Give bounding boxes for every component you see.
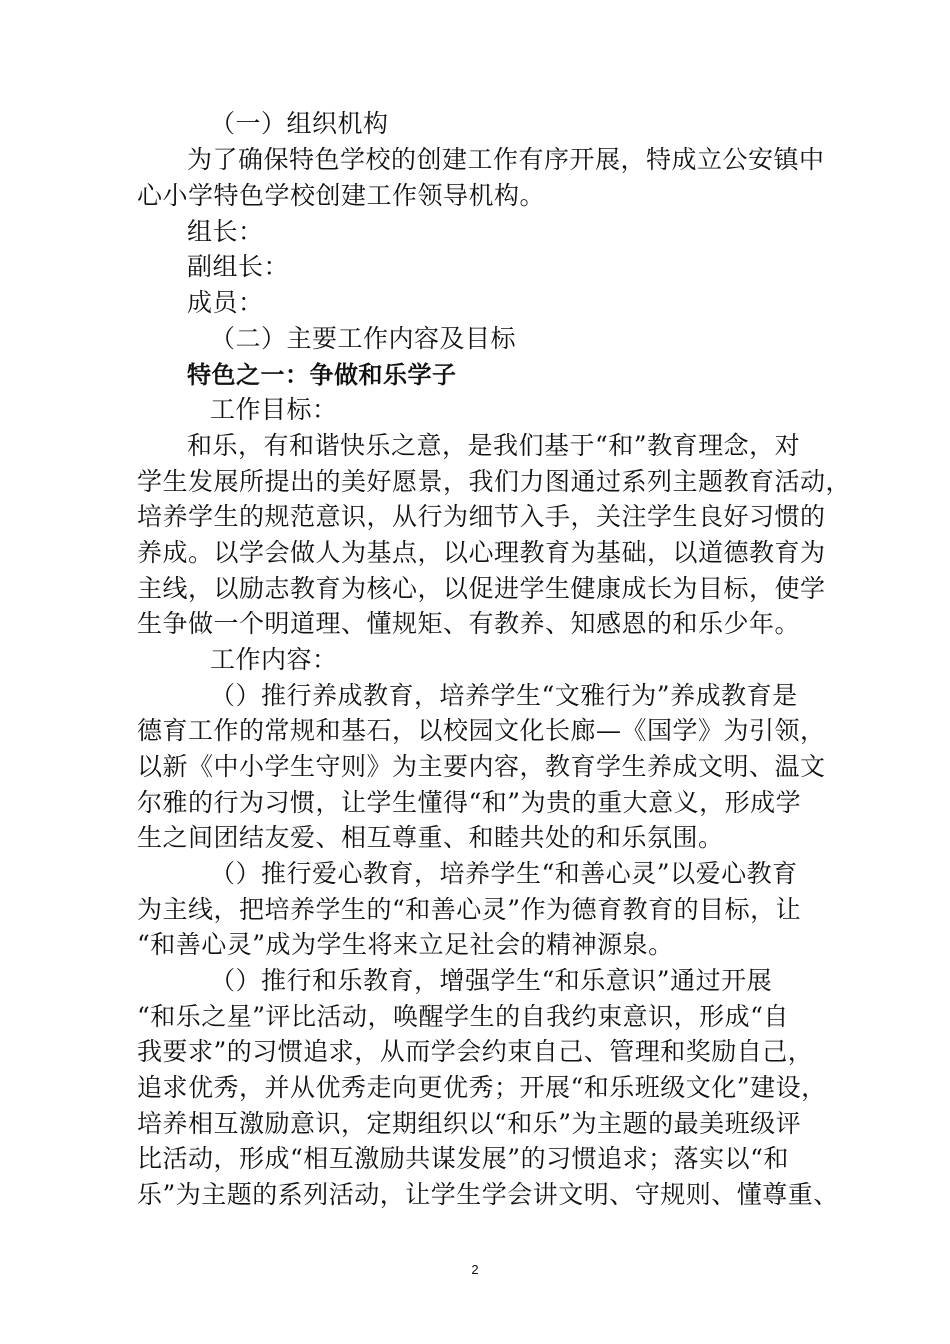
paragraph-line: 为了确保特色学校的创建工作有序开展，特成立公安镇中 bbox=[187, 145, 825, 174]
paragraph-line: 为主线，把培养学生的“和善心灵”作为德育教育的目标，让 bbox=[137, 895, 802, 924]
paragraph-line: 和乐，有和谐快乐之意，是我们基于“和”教育理念，对 bbox=[187, 431, 801, 460]
paragraph-line: 比活动，形成“相互激励共谋发展”的习惯追求；落实以“和 bbox=[137, 1144, 789, 1173]
section-heading-main-work: （二）主要工作内容及目标 bbox=[210, 324, 517, 353]
work-content-label: 工作内容： bbox=[210, 645, 338, 674]
group-leader-label: 组长： bbox=[187, 217, 264, 246]
paragraph-line: 追求优秀，并从优秀走向更优秀；开展“和乐班级文化”建设， bbox=[137, 1073, 827, 1102]
paragraph-line: 我要求”的习惯追求，从而学会约束自己、管理和奖励自己， bbox=[137, 1037, 814, 1066]
deputy-leader-label: 副组长： bbox=[187, 252, 290, 281]
paragraph-line: 心小学特色学校创建工作领导机构。 bbox=[137, 181, 546, 210]
paragraph-line: （）推行和乐教育，增强学生“和乐意识”通过开展 bbox=[210, 966, 773, 995]
paragraph-line: （）推行养成教育，培养学生“文雅行为”养成教育是 bbox=[210, 681, 798, 710]
paragraph-line: 乐”为主题的系列活动，让学生学会讲文明、守规则、懂尊重、 bbox=[137, 1180, 839, 1209]
members-label: 成员： bbox=[187, 288, 264, 317]
section-heading-organization: （一）组织机构 bbox=[210, 109, 389, 138]
paragraph-line: “和善心灵”成为学生将来立足社会的精神源泉。 bbox=[137, 930, 674, 959]
paragraph-line: 学生发展所提出的美好愿景，我们力图通过系列主题教育活动， bbox=[137, 467, 852, 496]
feature-heading: 特色之一：争做和乐学子 bbox=[187, 361, 457, 389]
paragraph-line: “和乐之星”评比活动，唤醒学生的自我约束意识，形成“自 bbox=[137, 1002, 789, 1031]
paragraph-line: 养成。以学会做人为基点，以心理教育为基础，以道德教育为 bbox=[137, 538, 826, 567]
paragraph-line: 主线，以励志教育为核心，以促进学生健康成长为目标，使学 bbox=[137, 574, 826, 603]
paragraph-line: 以新《中小学生守则》为主要内容，教育学生养成文明、温文 bbox=[137, 752, 826, 781]
paragraph-line: 德育工作的常规和基石，以校园文化长廊—《国学》为引领， bbox=[137, 716, 826, 745]
work-goals-label: 工作目标： bbox=[210, 395, 338, 424]
page-number: 2 bbox=[471, 1262, 479, 1277]
paragraph-line: 尔雅的行为习惯，让学生懂得“和”为贵的重大意义，形成学 bbox=[137, 788, 802, 817]
paragraph-line: 培养学生的规范意识，从行为细节入手，关注学生良好习惯的 bbox=[137, 502, 826, 531]
paragraph-line: 培养相互激励意识，定期组织以“和乐”为主题的最美班级评 bbox=[137, 1109, 802, 1138]
paragraph-line: 生之间团结友爱、相互尊重、和睦共处的和乐氛围。 bbox=[137, 823, 724, 852]
paragraph-line: 生争做一个明道理、懂规矩、有教养、知感恩的和乐少年。 bbox=[137, 609, 801, 638]
paragraph-line: （）推行爱心教育，培养学生“和善心灵”以爱心教育 bbox=[210, 859, 798, 888]
